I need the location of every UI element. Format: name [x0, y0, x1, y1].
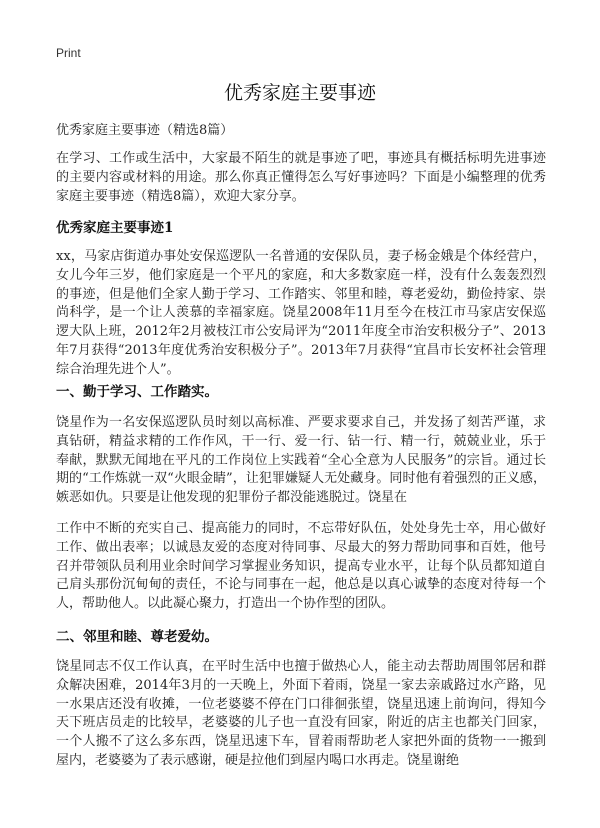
- subheading-neighbors-elders: 二、邻里和睦、尊老爱幼。: [56, 629, 218, 645]
- subheading-study-work: 一、勤于学习、工作踏实。: [56, 384, 218, 400]
- study-work-paragraph-1: 饶星作为一名安保巡逻队员时刻以高标准、严要求要求自己，并发扬了刻苦严谨，求真钻研，精益求精的工作作风，干一行、爱一行、钻一行、精一行，兢兢业业，乐于奉献，默默无闻地在平凡的工作岗位上实践着“全心全意为人民服务”的宗旨。通过长期的“工作炼就一双“火眼金睛”，让犯罪嫌疑人无处藏身。同时他有着强烈的正义感，嫉恶如仇。只要是让他发现的犯罪份子都没能逃脱过。饶星在: [56, 415, 546, 506]
- intro-paragraph: 在学习、工作或生活中，大家最不陌生的就是事迹了吧，事迹具有概括标明先进事迹的主要内容或材料的用途。那么你真正懂得怎么写好事迹吗？下面是小编整理的优秀家庭主要事迹（精选8篇），欢迎大家分享。: [56, 151, 546, 204]
- print-label: Print: [56, 46, 81, 60]
- study-work-paragraph-2: 工作中不断的充实自己、提高能力的同时，不忘带好队伍，处处身先士卒，用心做好工作、做出表率；以诚恳友爱的态度对待同事、尽最大的努力帮助同事和百姓，他号召并带领队员利用业余时间学习掌握业务知识，提高专业水平，让每个队员都知道自己肩头那份沉甸甸的责任，不论与同事在一起，他总是以真心诚挚的态度对待每一个人，帮助他人。以此凝心聚力，打造出一个协作型的团队。: [56, 521, 546, 612]
- section-1-paragraph: xx，马家店街道办事处安保巡逻队一名普通的安保队员，妻子杨金娥是个体经营户，女儿今年三岁，他们家庭是一个平凡的家庭，和大多数家庭一样，没有什么轰轰烈烈的事迹，但是他们全家人勤于学习、工作踏实、邻里和睦，尊老爱幼，勤俭持家、崇尚科学，是一个让人羡慕的幸福家庭。饶星2008年11月至今在枝江市马家店安保巡逻大队上班，2012年2月被枝江市公安局评为“2011年度全市治安积极分子”、2013年7月获得“2013年度优秀治安积极分子”。2013年7月获得“宜昌市长安杯社会管理综合治理先进个人”。: [56, 249, 546, 377]
- document-title: 优秀家庭主要事迹: [223, 82, 376, 104]
- section-heading-1: 优秀家庭主要事迹1: [56, 220, 174, 236]
- document-subtitle: 优秀家庭主要事迹（精选8篇）: [56, 123, 234, 138]
- neighbors-elders-paragraph: 饶星同志不仅工作认真，在平时生活中也擅于做热心人，能主动去帮助周围邻居和群众解决困难，2014年3月的一天晚上，外面下着雨，饶星一家去亲戚路过水产路，见一水果店还没有收摊，一位老婆婆不停在门口徘徊张望，饶星迅速上前询问，得知今天下班店员走的比较早，老婆婆的儿子也一直没有回家，附近的店主也都关门回家，一个人搬不了这么多东西，饶星迅速下车，冒着雨帮助老人家把外面的货物一一搬到屋内，老婆婆为了表示感谢，硬是拉他们到屋内喝口水再走。饶星谢绝: [56, 659, 546, 768]
